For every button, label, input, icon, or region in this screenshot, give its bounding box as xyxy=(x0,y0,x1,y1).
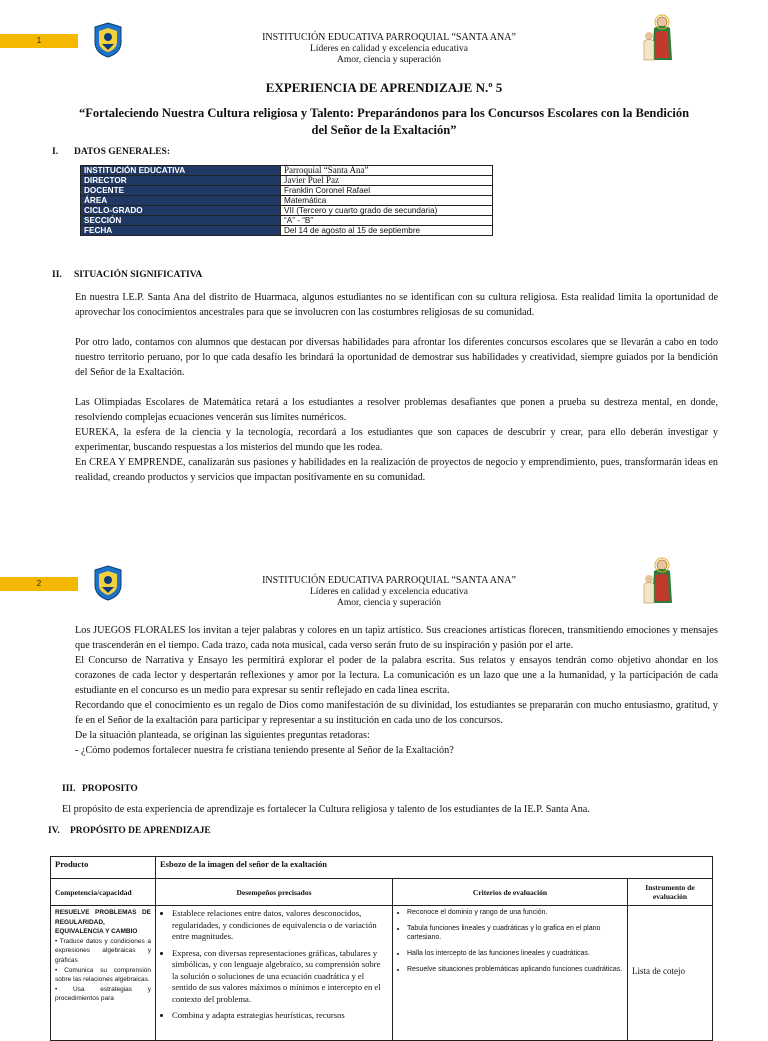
criterio-item: • Resuelve situaciones problemáticas aplicando funciones cuadráticas. xyxy=(407,965,623,974)
criterio-item: • Reconoce el dominio y rango de una función. xyxy=(407,908,623,917)
criterios-cell xyxy=(393,906,628,1041)
table-row xyxy=(81,216,493,226)
section-title: SITUACIÓN SIGNIFICATIVA xyxy=(74,270,203,280)
santa-ana-image-icon xyxy=(638,557,678,607)
school-crest-icon xyxy=(93,22,123,58)
section-heading-situacion xyxy=(52,270,202,280)
general-data-table xyxy=(80,165,493,236)
row-value: Matemática xyxy=(281,196,493,206)
situation-text-page1 xyxy=(75,290,718,485)
table-row xyxy=(81,176,493,186)
santa-ana-image-icon xyxy=(638,14,678,64)
table-row xyxy=(81,166,493,176)
table-row xyxy=(51,857,713,879)
competencia-title: RESUELVE PROBLEMAS DE REGULARIDAD, EQUIVALENCIA Y CAMBIO xyxy=(55,909,151,936)
paragraph: Los JUEGOS FLORALES los invitan a tejer palabras y colores en un tapiz artístico. Sus creaciones artísticas florecen, transmitiendo emociones y mensajes que trascenderán en el tiempo. Cada trazo, cada nota musical, cada verso serán fruto de su inspiración y pasión por el arte. xyxy=(75,625,718,651)
section-heading-datos xyxy=(52,147,170,157)
motto-line-1: Líderes en calidad y excelencia educativa xyxy=(310,43,468,54)
institution-name: INSTITUCIÓN EDUCATIVA PARROQUIAL “SANTA ANA” xyxy=(262,32,516,43)
table-row xyxy=(81,226,493,236)
capacidad-item: • Traduce datos y condiciones a expresiones algebraicas y gráficas xyxy=(55,937,151,964)
instrumento-cell: Lista de cotejo xyxy=(628,906,713,1041)
section-title: DATOS GENERALES: xyxy=(74,147,170,157)
page-number-tag: 1 xyxy=(0,34,78,48)
section-number: IV. xyxy=(48,826,60,836)
product-value: Esbozo de la imagen del señor de la exaltación xyxy=(156,857,713,879)
row-label: SECCIÓN xyxy=(81,216,281,226)
row-label: FECHA xyxy=(81,226,281,236)
desempenos-cell xyxy=(156,906,393,1041)
section-number: I. xyxy=(52,147,59,157)
challenge-question: - ¿Cómo podemos fortalecer nuestra fe cristiana teniendo presente al Señor de la Exaltación? xyxy=(75,745,454,756)
learning-purpose-table xyxy=(50,856,713,1041)
table-row xyxy=(81,196,493,206)
row-value: Javier Puel Paz xyxy=(281,176,493,186)
desempeno-item: • Combina y adapta estrategias heurísticas, recursos xyxy=(172,1010,388,1022)
row-value: VII (Tercero y cuarto grado de secundaria) xyxy=(281,206,493,216)
row-label: DIRECTOR xyxy=(81,176,281,186)
row-label: INSTITUCIÓN EDUCATIVA xyxy=(81,166,281,176)
section-number: II. xyxy=(52,270,62,280)
paragraph: De la situación planteada, se originan las siguientes preguntas retadoras: xyxy=(75,730,370,741)
purpose-text: El propósito de esta experiencia de aprendizaje es fortalecer la Cultura religiosa y talento de los estudiantes de la IE.P. Santa Ana. xyxy=(62,804,590,815)
paragraph: En nuestra I.E.P. Santa Ana del distrito de Huarmaca, algunos estudiantes no se identifican con su cultura religiosa. Esta realidad limita la oportunidad de aprovechar los conocimientos ancestrales para que se involucren con las costumbres religiosas de su comunidad. xyxy=(75,292,718,318)
header-desempenos: Desempeños precisados xyxy=(156,879,393,906)
page-header xyxy=(200,575,578,610)
table-row xyxy=(51,879,713,906)
school-crest-icon xyxy=(93,565,123,601)
row-label: ÁREA xyxy=(81,196,281,206)
row-value: Parroquial “Santa Ana” xyxy=(281,166,493,176)
motto-line-2: Amor, ciencia y superación xyxy=(336,598,442,608)
capacidad-item: • Usa estrategias y procedimientos para xyxy=(55,985,151,1003)
section-title: PROPÓSITO DE APRENDIZAJE xyxy=(70,826,211,836)
experience-subtitle: “Fortaleciendo Nuestra Cultura religiosa y Talento: Preparándonos para los Concursos Escolares con la Bendición del Señor de la Exaltación” xyxy=(78,106,690,137)
section-title: PROPOSITO xyxy=(82,784,138,794)
header-competencia: Competencia/capacidad xyxy=(51,879,156,906)
page-header xyxy=(200,32,578,67)
desempeno-item: • Establece relaciones entre datos, valores desconocidos, regularidades, y condiciones de equivalencia o de variación entre magnitudes. xyxy=(172,908,388,943)
row-value: Franklin Coronel Rafael xyxy=(281,186,493,196)
paragraph: Por otro lado, contamos con alumnos que destacan por diversas habilidades para afrontar los diferentes concursos escolares que se llevarán a cabo en todo nuestro territorio peruano, por lo que cada desafío les brindará la oportunidad de demostrar sus habilidades y creatividad, siempre guiados por la bendición del Señor de la Exaltación. xyxy=(75,337,718,378)
product-label: Producto xyxy=(51,857,156,879)
header-instrumento: Instrumento de evaluación xyxy=(628,879,713,906)
table-row xyxy=(51,906,713,1041)
institution-name: INSTITUCIÓN EDUCATIVA PARROQUIAL “SANTA ANA” xyxy=(262,575,516,586)
paragraph: Las Olimpiadas Escolares de Matemática retará a los estudiantes a resolver problemas desafiantes que ponen a prueba su destreza mental, en donde, resolviendo complejas ecuaciones vencerán sus límites numéricos. xyxy=(75,397,718,423)
row-label: DOCENTE xyxy=(81,186,281,196)
capacidad-item: • Comunica su comprensión sobre las relaciones algebraicas. xyxy=(55,966,151,984)
paragraph: El Concurso de Narrativa y Ensayo les permitirá explorar el poder de la palabra escrita. Sus relatos y ensayos tendrán como objetivo ahondar en los corazones de cada lector y despertarán reflexiones y amor por la lectura. La comunicación es un lazo que une a la humanidad, y la participación de cada estudiante en el concurso es un medio para expresar su sentir reflejado en cada línea escrita. xyxy=(75,655,718,696)
row-label: CICLO-GRADO xyxy=(81,206,281,216)
criterio-item: • Tabula funciones lineales y cuadráticas y lo grafica en el plano cartesiano. xyxy=(407,924,623,942)
header-criterios: Criterios de evaluación xyxy=(393,879,628,906)
criterio-item: • Halla los intercepto de las funciones lineales y cuadráticas. xyxy=(407,949,623,958)
experience-title: EXPERIENCIA DE APRENDIZAJE N.º 5 xyxy=(265,80,503,95)
paragraph: Recordando que el conocimiento es un regalo de Dios como manifestación de su divinidad, los estudiantes se prepararán con mucho entusiasmo, gratitud, y fe en el Señor de la exaltación para participar y representar a su institución en cada uno de los concursos. xyxy=(75,700,718,726)
paragraph: En CREA Y EMPRENDE, canalizarán sus pasiones y habilidades en la realización de proyectos de negocio y emprendimiento, pues, transformarán ideas en realidad, creando productos y servicios que impactan positivamente en su comunidad. xyxy=(75,457,718,483)
row-value: “A” - “B” xyxy=(281,216,493,226)
motto-line-1: Líderes en calidad y excelencia educativa xyxy=(310,586,468,597)
section-heading-aprendizaje xyxy=(48,826,211,836)
table-row xyxy=(81,206,493,216)
desempeno-item: • Expresa, con diversas representaciones gráficas, tabulares y simbólicas, y con lenguaje algebraico, su comprensión sobre la solución o soluciones de una ecuación cuadrática y el sentido de sus valores máximos o mínimos e intercepto en el contexto del problema. xyxy=(172,948,388,1006)
section-heading-proposito xyxy=(62,784,138,794)
situation-text-page2 xyxy=(75,623,718,758)
page-number-tag: 2 xyxy=(0,577,78,591)
competencia-cell xyxy=(51,906,156,1041)
motto-line-2: Amor, ciencia y superación xyxy=(336,55,442,65)
row-value: Del 14 de agosto al 15 de septiembre xyxy=(281,226,493,236)
table-row xyxy=(81,186,493,196)
paragraph: EUREKA, la esfera de la ciencia y la tecnología, recordará a los estudiantes que son capaces de descubrir y crear, para ello deberán investigar y experimentar, buscando respuestas a los misterios del mundo que les rodea. xyxy=(75,427,718,453)
section-number: III. xyxy=(62,784,76,794)
